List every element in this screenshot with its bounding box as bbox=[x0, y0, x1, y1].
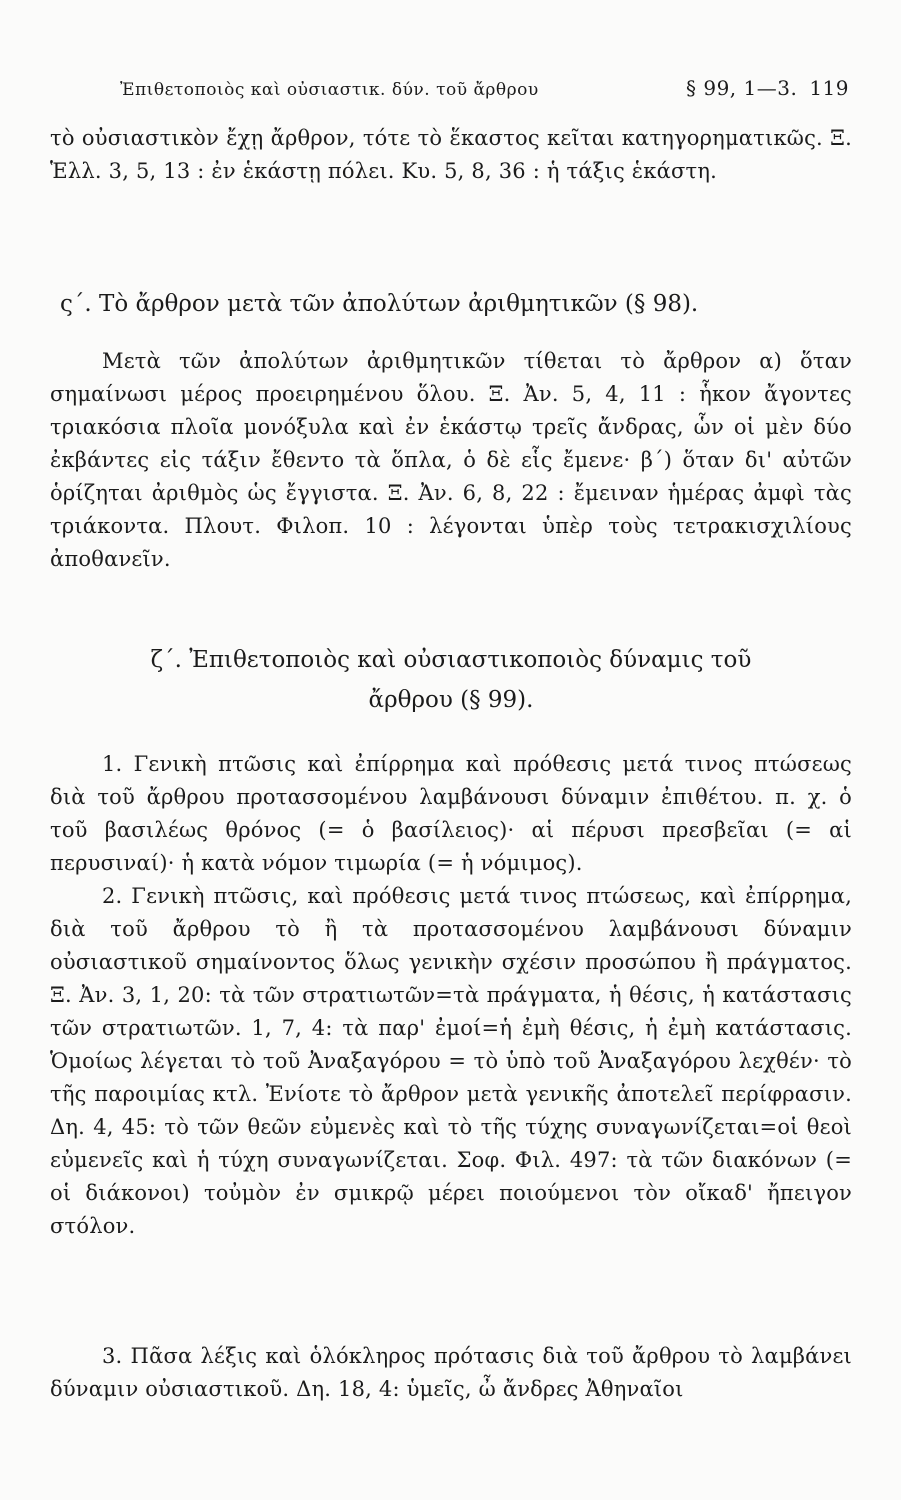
paragraph-continuation bbox=[50, 122, 852, 188]
paragraph-numerals bbox=[50, 345, 852, 576]
page-number: 119 bbox=[809, 76, 849, 100]
heading-line-2: ἄρθρου (§ 99). bbox=[368, 687, 534, 713]
paragraph-text: 1. Γενικὴ πτῶσις καὶ ἐπίρρημα καὶ πρόθεσις μετά τινος πτώσεως διὰ τοῦ ἄρθρου προτασσομένου λαμβάνουσι δύναμιν ἐπιθέτου. π. χ. ὁ τοῦ βασιλέως θρόνος (= ὁ βασίλειος)· αἱ πέρυσι πρεσβεῖαι (= αἱ περυσιναί)· ἡ κατὰ νόμον τιμωρία (= ἡ νόμιμος). bbox=[50, 752, 852, 875]
running-title: Ἐπιθετοποιὸς καὶ οὐσιαστικ. δύν. τοῦ ἄρθρου bbox=[120, 80, 539, 100]
paragraph-text: Μετὰ τῶν ἀπολύτων ἀριθμητικῶν τίθεται τὸ ἄρθρον α) ὅταν σημαίνωσι μέρος προειρημένου ὅλου. Ξ. Ἀν. 5, 4, 11 : ἧκον ἄγοντες τριακόσια πλοῖα μονόξυλα καὶ ἐν ἑκάστῳ τρεῖς ἄνδρας, ὧν οἱ μὲν δύο ἐκβάντες εἰς τάξιν ἔθεντο τὰ ὅπλα, ὁ δὲ εἷς ἔμενε· β΄) ὅταν δι' αὐτῶν ὁρίζηται ἀριθμὸς ὡς ἔγγιστα. Ξ. Ἀν. 6, 8, 22 : ἔμειναν ἡμέρας ἀμφὶ τὰς τριάκοντα. Πλουτ. Φιλοπ. 10 : λέγονται ὑπὲρ τοὺς τετρακισχιλίους ἀποθανεῖν. bbox=[50, 349, 852, 571]
running-header bbox=[120, 76, 849, 106]
section-heading-articles-with-numerals bbox=[50, 284, 862, 324]
heading-text: ς΄. Τὸ ἄρθρον μετὰ τῶν ἀπολύτων ἀριθμητικῶν (§ 98). bbox=[60, 291, 699, 317]
section-heading-adjectival-substantival bbox=[50, 640, 852, 720]
paragraph-text: 3. Πᾶσα λέξις καὶ ὁλόκληρος πρότασις διὰ τοῦ ἄρθρου τὸ λαμβάνει δύναμιν οὐσιαστικοῦ. Δη. 18, 4: ὑμεῖς, ὦ ἄνδρες Ἀθηναῖοι bbox=[50, 1344, 852, 1401]
paragraph-rule-3 bbox=[50, 1340, 852, 1406]
paragraph-rule-1 bbox=[50, 748, 852, 880]
paragraph-rule-2 bbox=[50, 880, 852, 1243]
paragraph-text: 2. Γενικὴ πτῶσις, καὶ πρόθεσις μετά τινος πτώσεως, καὶ ἐπίρρημα, διὰ τοῦ ἄρθρου τὸ ἢ τὰ προτασσομένου λαμβάνουσι δύναμιν οὐσιαστικοῦ σημαίνοντος ὅλως γενικὴν σχέσιν προσώπου ἢ πράγματος. Ξ. Ἀν. 3, 1, 20: τὰ τῶν στρατιωτῶν=τὰ πράγματα, ἡ θέσις, ἡ κατάστασις τῶν στρατιωτῶν. 1, 7, 4: τὰ παρ' ἐμοί=ἡ ἐμὴ θέσις, ἡ ἐμὴ κατάστασις. Ὁμοίως λέγεται τὸ τοῦ Ἀναξαγόρου = τὸ ὑπὸ τοῦ Ἀναξαγόρου λεχθέν· τὸ τῆς παροιμίας κτλ. Ἐνίοτε τὸ ἄρθρον μετὰ γενικῆς ἀποτελεῖ περίφρασιν. Δη. 4, 45: τὸ τῶν θεῶν εὐμενὲς καὶ τὸ τῆς τύχης συναγωνίζεται=οἱ θεοὶ εὐμενεῖς καὶ ἡ τύχη συναγωνίζεται. Σοφ. Φιλ. 497: τὰ τῶν διακόνων (= οἱ διάκονοι) τοὐμὸν ἐν σμικρῷ μέρει ποιούμενοι τὸν οἴκαδ' ἤπειγον στόλον. bbox=[50, 884, 852, 1238]
paragraph-text: τὸ οὐσιαστικὸν ἔχῃ ἄρθρον, τότε τὸ ἕκαστος κεῖται κατηγορηματικῶς. Ξ. Ἑλλ. 3, 5, 13 : ἐν ἑκάστῃ πόλει. Κυ. 5, 8, 36 : ἡ τάξις ἑκάστη. bbox=[50, 126, 852, 183]
heading-line-1: ζ΄. Ἐπιθετοποιὸς καὶ οὐσιαστικοποιὸς δύναμις τοῦ bbox=[150, 647, 752, 673]
section-reference: § 99, 1—3. bbox=[686, 76, 798, 100]
